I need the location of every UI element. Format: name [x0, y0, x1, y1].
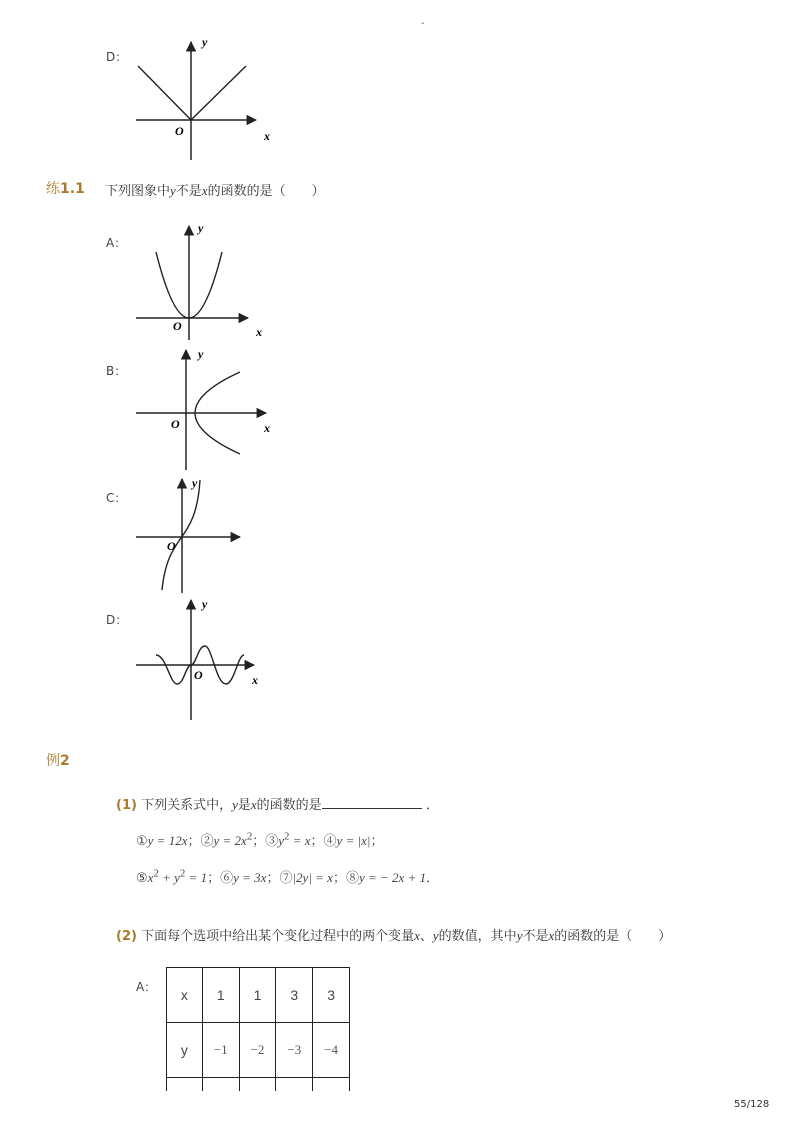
q2-option-a-label: A： [136, 980, 157, 994]
example-q2: (2) 下面每个选项中给出某个变化过程中的两个变量x、y的数值，其中y不是x的函数的是（ ） [116, 928, 672, 944]
origin-label: O [167, 539, 176, 553]
y-label: y [198, 221, 204, 235]
value-table [166, 967, 350, 1091]
origin-label: O [171, 417, 180, 431]
q1-expressions-line2: $⑤x^2 + y^2 = 1$；⑥y = 3x；⑦|2y| = x；⑧y = − 2x + 1． [136, 867, 440, 885]
example-label: 例2 [46, 753, 70, 769]
example-q1: (1) 下列关系式中，y是x的函数的是 ． [116, 797, 439, 813]
curve [162, 480, 200, 590]
table-cell [239, 1078, 276, 1092]
table-cell: 3 [276, 968, 313, 1023]
table-row-x [167, 968, 350, 1023]
x-label: x [256, 325, 262, 339]
y-label: y [202, 36, 208, 49]
practice-question: 下列图象中y不是x的函数的是（ ） [105, 183, 325, 199]
origin-label: O [173, 319, 182, 333]
prev-graph-abs [130, 36, 280, 166]
table-cell: y [167, 1023, 203, 1078]
page-number: 55/128 [734, 1099, 770, 1110]
table-cell: 1 [239, 968, 276, 1023]
x-label: x [264, 129, 270, 143]
answer-blank[interactable] [322, 796, 422, 809]
table-cell: −4 [313, 1023, 350, 1078]
curve [138, 66, 246, 120]
table-cell: 3 [313, 968, 350, 1023]
x-label: x [252, 673, 258, 687]
table-cell [313, 1078, 350, 1092]
x-label: x [264, 421, 270, 435]
option-a-label: A： [106, 236, 127, 250]
table-cell [167, 1078, 203, 1092]
graph-c-cubic [130, 475, 250, 597]
table-cell [202, 1078, 239, 1092]
prev-option-d-label: D： [106, 50, 128, 64]
graph-b-sideways-parabola [130, 346, 280, 474]
origin-label: O [175, 124, 184, 138]
table-row-cut [167, 1078, 350, 1092]
value-table-wrapper [166, 967, 350, 1091]
table-cell: −1 [202, 1023, 239, 1078]
y-label: y [198, 347, 204, 361]
graph-d-sine [130, 596, 280, 724]
option-c-label: C： [106, 491, 127, 505]
practice-label: 练1.1 [46, 181, 85, 197]
table-cell: −3 [276, 1023, 313, 1078]
option-d-label: D： [106, 613, 128, 627]
table-cell [276, 1078, 313, 1092]
q1-expressions-line1: ①y = 12x；②y = $2x^2$；$③y^2 = x$；④y = |x|； [136, 830, 384, 848]
table-cell: −2 [239, 1023, 276, 1078]
origin-label: O [194, 668, 203, 682]
graph-a-parabola [130, 220, 280, 345]
top-mark: - [421, 18, 425, 29]
y-label: y [192, 476, 198, 490]
table-cell: 1 [202, 968, 239, 1023]
y-label: y [202, 597, 208, 611]
option-b-label: B： [106, 364, 127, 378]
table-row-y [167, 1023, 350, 1078]
table-cell: x [167, 968, 203, 1023]
